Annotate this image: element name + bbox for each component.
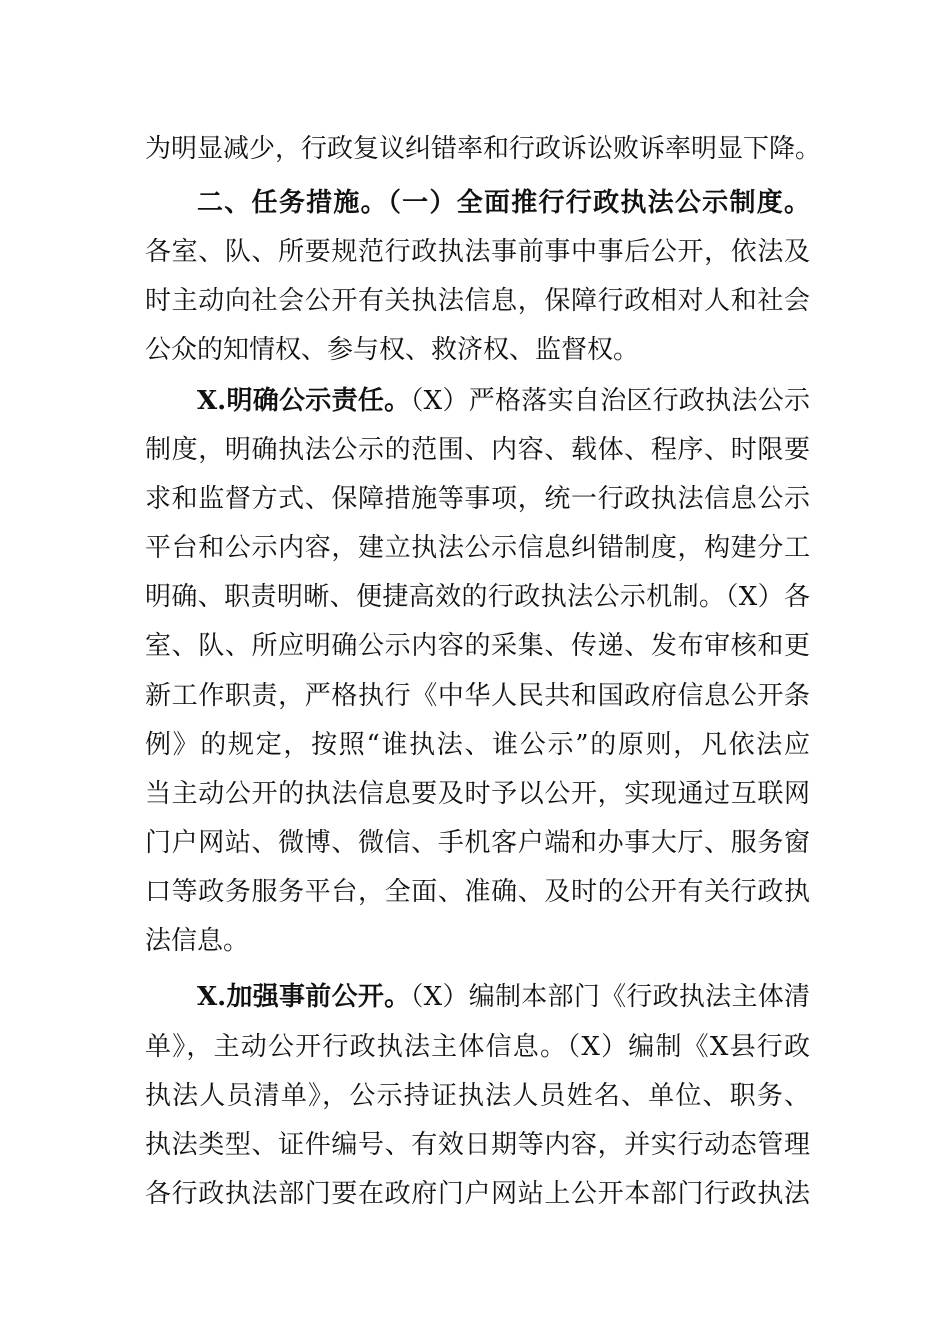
paragraph-line: 明确、职责明晰、便捷高效的行政执法公示机制。（X）各 [145,582,810,612]
paragraph-line: 当主动公开的执法信息要及时予以公开，实现通过互联网 [145,779,810,809]
paragraph-line: 为明显减少，行政复议纠错率和行政诉讼败诉率明显下降。 [145,134,822,164]
section-heading: 二、任务措施。（一）全面推行行政执法公示制度。 [197,188,810,218]
paragraph-line: 各行政执法部门要在政府门户网站上公开本部门行政执法 [145,1179,810,1209]
paragraph-line: 单》，主动公开行政执法主体信息。（X）编制《X县行政 [145,1032,810,1062]
paragraph-line: 执法类型、证件编号、有效日期等内容，并实行动态管理 [145,1130,810,1160]
item-text: （X）编制本部门《行政执法主体清 [410,982,810,1012]
paragraph-line: 制度，明确执法公示的范围、内容、载体、程序、时限要 [145,435,810,465]
paragraph-first-line [197,384,810,418]
item-text: （X）严格落实自治区行政执法公示 [410,386,810,416]
item-heading: X.明确公示责任。 [197,386,411,416]
paragraph-line: 室、队、所应明确公示内容的采集、传递、发布审核和更 [145,631,810,661]
paragraph-line: 例》的规定，按照“谁执法、谁公示”的原则，凡依法应 [145,730,810,760]
paragraph-line: 执法人员清单》，公示持证执法人员姓名、单位、职务、 [145,1081,810,1111]
paragraph-line: 新工作职责，严格执行《中华人民共和国政府信息公开条 [145,681,810,711]
paragraph-line: 口等政务服务平台，全面、准确、及时的公开有关行政执 [145,877,810,907]
paragraph-line: 各室、队、所要规范行政执法事前事中事后公开，依法及 [145,237,810,267]
item-heading: X.加强事前公开。 [197,982,411,1012]
paragraph-line: 求和监督方式、保障措施等事项，统一行政执法信息公示 [145,484,810,514]
paragraph-line: 公众的知情权、参与权、救济权、监督权。 [145,335,640,365]
paragraph-line: 法信息。 [145,926,250,956]
paragraph-first-line [197,980,810,1014]
paragraph-line: 时主动向社会公开有关执法信息，保障行政相对人和社会 [145,286,810,316]
paragraph-line: 平台和公示内容，建立执法公示信息纠错制度，构建分工 [145,533,810,563]
paragraph-line: 门户网站、微博、微信、手机客户端和办事大厅、服务窗 [145,828,810,858]
